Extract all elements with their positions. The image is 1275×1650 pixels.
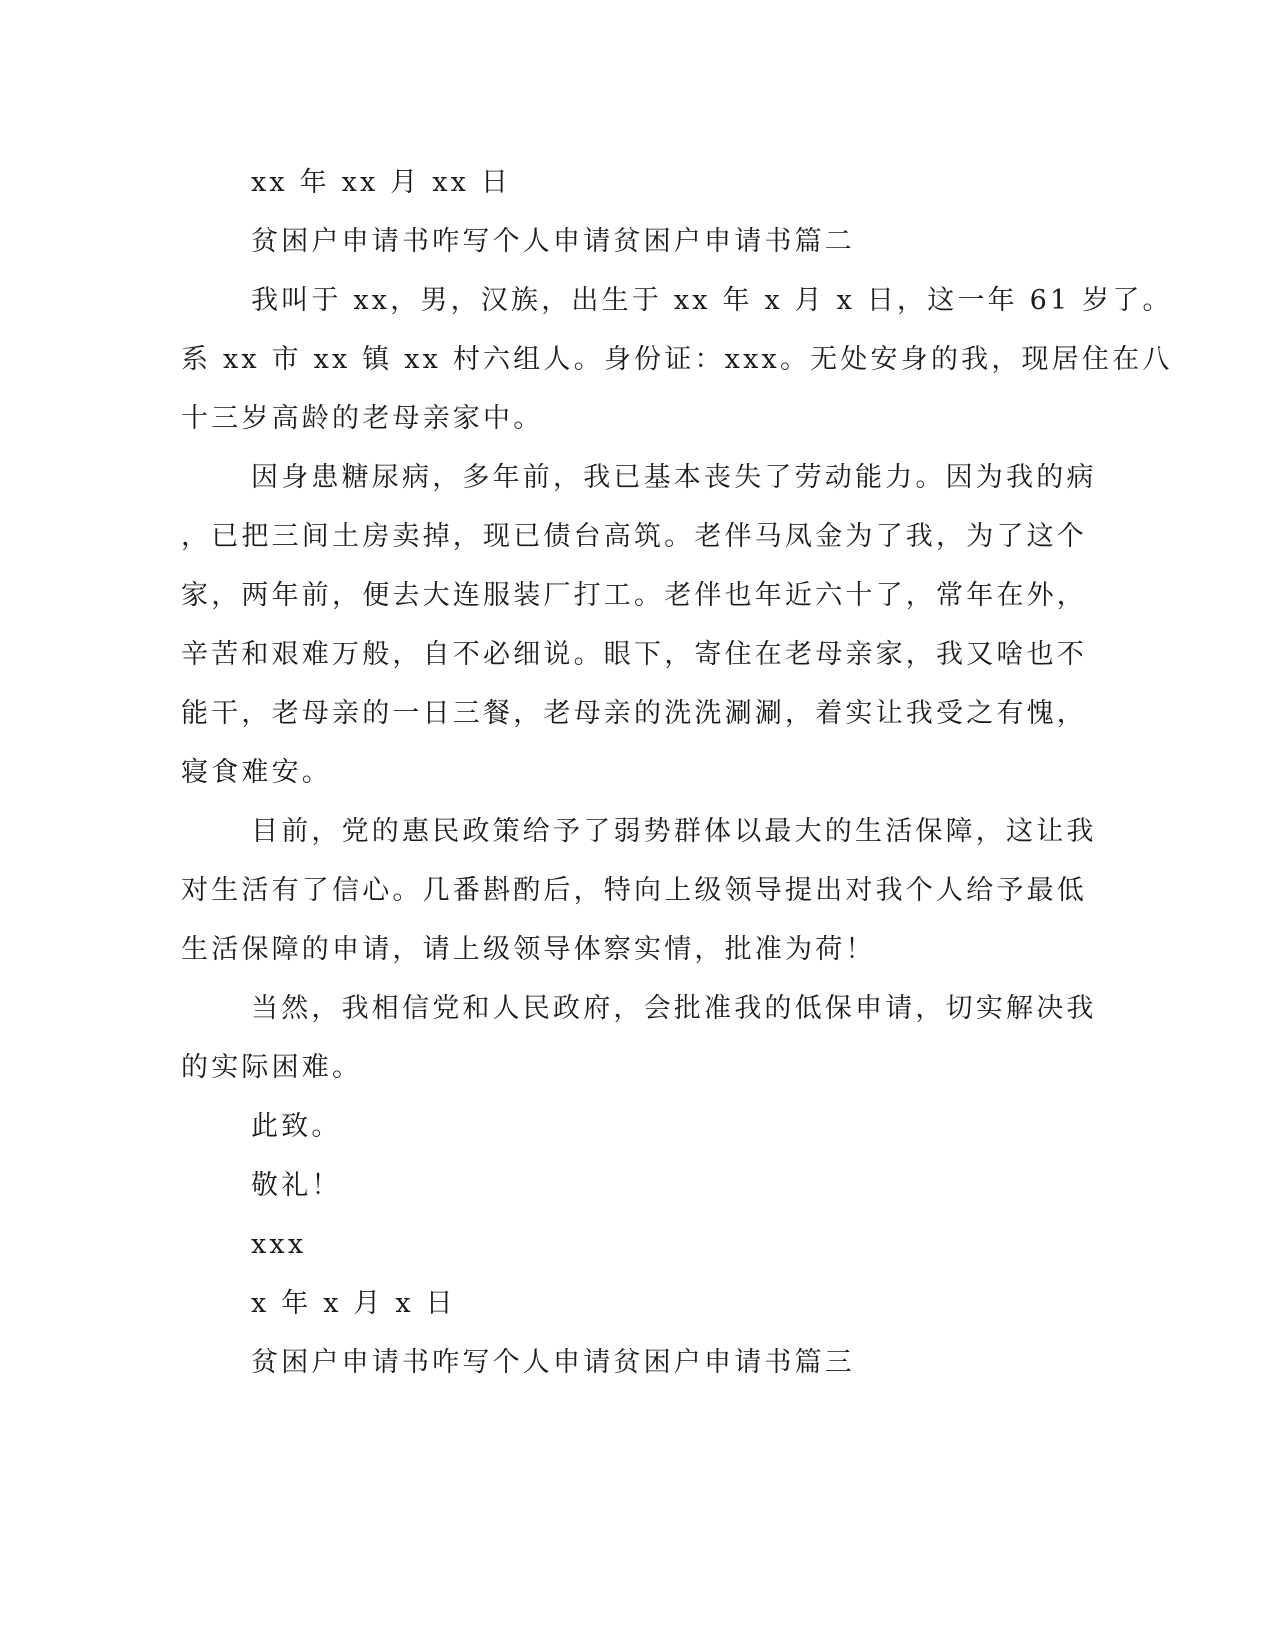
paragraph-4-line-1: 当然，我相信党和人民政府，会批准我的低保申请，切实解决我 [251, 993, 1097, 1024]
signature-name: xxx [251, 1229, 307, 1260]
paragraph-3-line-1: 目前，党的惠民政策给予了弱势群体以最大的生活保障，这让我 [251, 816, 1097, 847]
closing-cizhi: 此致。 [251, 1111, 342, 1142]
paragraph-1-line-3: 十三岁高龄的老母亲家中。 [181, 403, 544, 434]
section-heading-2: 贫困户申请书咋写个人申请贫困户申请书篇二 [251, 226, 855, 257]
paragraph-3-line-3: 生活保障的申请，请上级领导体察实情，批准为荷！ [181, 934, 876, 965]
paragraph-3-line-2: 对生活有了信心。几番斟酌后，特向上级领导提出对我个人给予最低 [181, 875, 1087, 906]
paragraph-2-line-5: 能干，老母亲的一日三餐，老母亲的洗洗涮涮，着实让我受之有愧， [181, 698, 1087, 729]
paragraph-2-line-3: 家，两年前，便去大连服装厂打工。老伴也年近六十了，常年在外， [181, 580, 1087, 611]
closing-jingli: 敬礼！ [251, 1170, 342, 1201]
paragraph-4-line-2: 的实际困难。 [181, 1052, 363, 1083]
paragraph-2-line-2: ，已把三间土房卖掉，现已债台高筑。老伴马凤金为了我，为了这个 [181, 521, 1087, 552]
date-line: xx 年 xx 月 xx 日 [251, 167, 512, 198]
paragraph-2-line-6: 寝食难安。 [181, 757, 332, 788]
paragraph-1-line-2: 系 xx 市 xx 镇 xx 村六组人。身份证：xxx。无处安身的我，现居住在八 [181, 344, 1173, 375]
paragraph-2-line-4: 辛苦和艰难万般，自不必细说。眼下，寄住在老母亲家，我又啥也不 [181, 639, 1087, 670]
section-heading-3: 贫困户申请书咋写个人申请贫困户申请书篇三 [251, 1347, 855, 1378]
paragraph-2-line-1: 因身患糖尿病，多年前，我已基本丧失了劳动能力。因为我的病 [251, 462, 1097, 493]
paragraph-1-line-1: 我叫于 xx，男，汉族，出生于 xx 年 x 月 x 日，这一年 61 岁了。 [251, 285, 1173, 316]
signature-date: x 年 x 月 x 日 [251, 1288, 456, 1319]
